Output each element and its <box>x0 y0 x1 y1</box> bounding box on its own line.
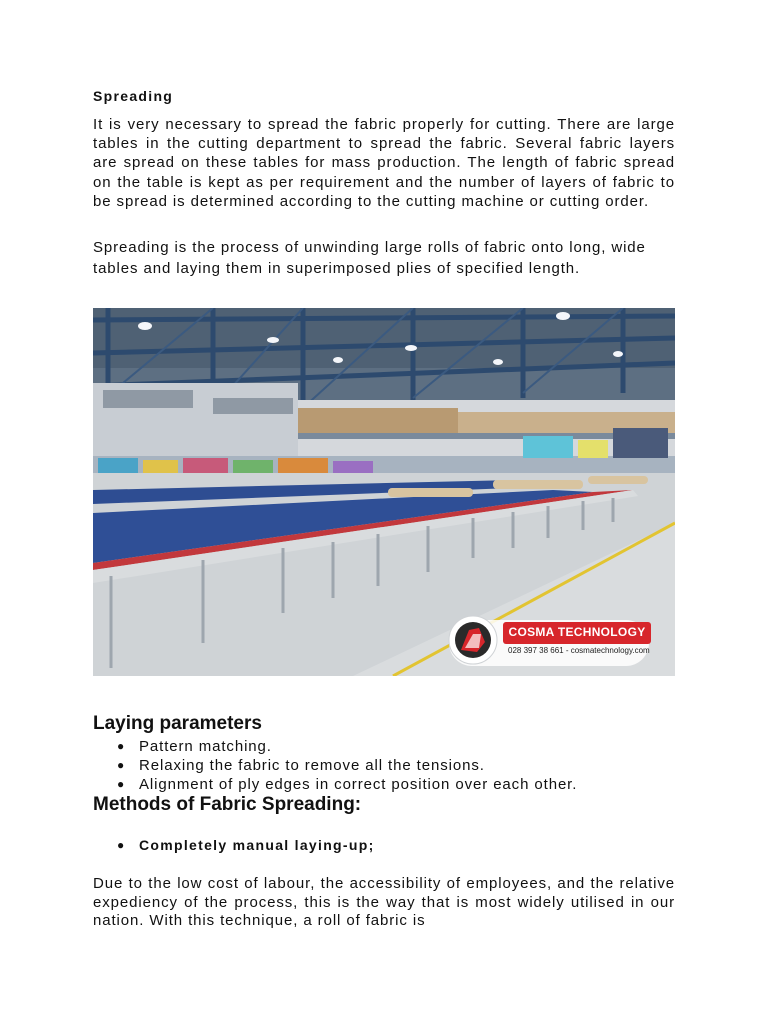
list-item: ● Relaxing the fabric to remove all the tensions. <box>117 757 485 775</box>
heading-methods-of-spreading: Methods of Fabric Spreading: <box>93 794 362 815</box>
bullet-icon: ● <box>117 758 126 773</box>
bullet-icon: ● <box>117 739 126 753</box>
laying-parameters-list <box>93 737 577 795</box>
logo-title-text: COSMA TECHNOLOGY <box>508 625 646 639</box>
paragraph-spreading-intro: It is very necessary to spread the fabric properly for cutting. There are large tables in the cutting department to spread the fabric. Several fabric layers are spread on these tables for mass production. The length of fabric spread on the table is kept as per requirement and the number of layers of fabric to be spread is determined according to the cutting machine or cutting order. <box>93 116 675 210</box>
logo-contact-text: 028 397 38 661 - cosmatechnology.com <box>508 646 650 655</box>
bullet-icon: ● <box>117 838 126 852</box>
list-item: ● Pattern matching. <box>117 738 272 755</box>
paragraph-manual-laying: Due to the low cost of labour, the accessibility of employees, and the relative expediency of the process, this is the way that is most widely utilised in our nation. With this technique, a roll of fabric is <box>93 875 675 930</box>
section-heading-spreading: Spreading <box>93 88 174 104</box>
list-item: ● Completely manual laying-up; <box>117 837 375 853</box>
methods-list <box>93 835 375 855</box>
bullet-icon: ● <box>117 777 126 792</box>
factory-photo <box>93 308 675 676</box>
paragraph-spreading-definition: Spreading is the process of unwinding large rolls of fabric onto long, wide tables and laying them in superimposed plies of specified length. <box>93 239 646 277</box>
list-item: ● Alignment of ply edges in correct position over each other. <box>117 776 578 794</box>
heading-laying-parameters: Laying parameters <box>93 713 262 734</box>
